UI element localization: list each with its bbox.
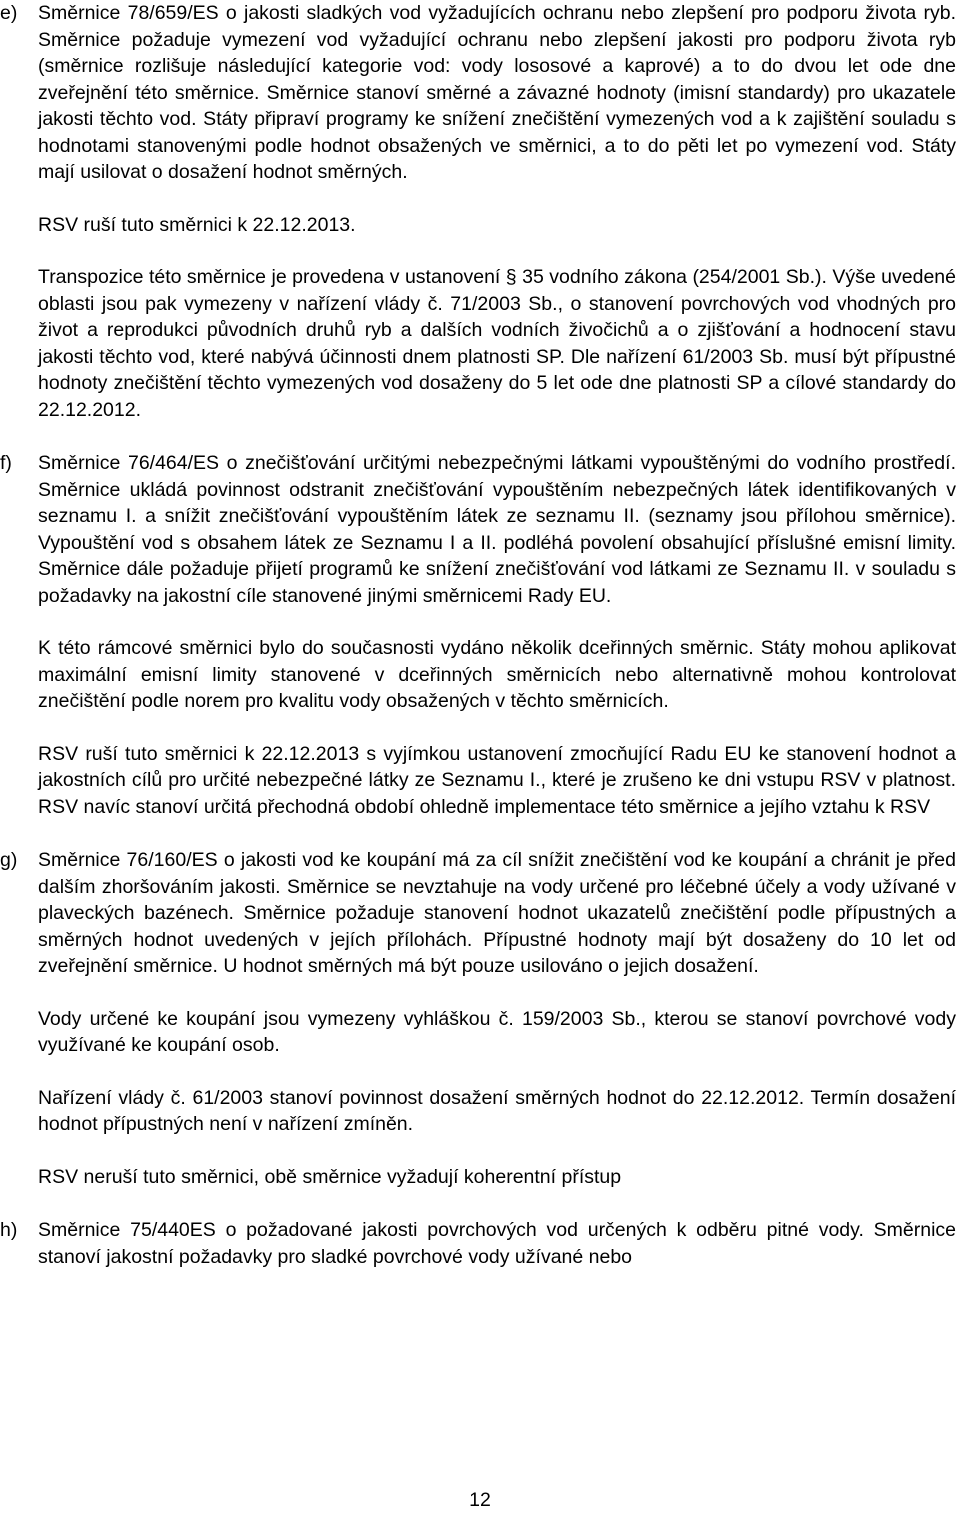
list-marker-h: h) (0, 1219, 18, 1241)
paragraph-f-1: Směrnice 76/464/ES o znečišťování určitými nebezpečnými látkami vypouštěnými do vodního prostředí. Směrnice ukládá povinnost odstranit znečišťování vypouštěním nebezpečných látek identifikovaných v seznamu I. a snížit znečišťování vypouštěním látek ze seznamu II. (seznamy jsou přílohou směrnice). Vypouštění vod s obsahem látek ze Seznamu I a II. podléhá povolení obsahující příslušné emisní limity. Směrnice dále požaduje přijetí programů ke snížení znečišťování vod látkami ze Seznamu II. v souladu s požadavky na jakostní cíle stanovené jinými směrnicemi Rady EU. (38, 452, 956, 607)
paragraph-g-2: Vody určené ke koupání jsou vymezeny vyhláškou č. 159/2003 Sb., kterou se stanoví povrchové vody využívané ke koupání osob. (38, 1007, 956, 1056)
list-item-e (0, 0, 960, 423)
list-marker-g: g) (0, 849, 18, 871)
paragraph-f-2: K této rámcové směrnici bylo do současnosti vydáno několik dceřinných směrnic. Státy mohou aplikovat maximální emisní limity stanovené v dceřinných směrnicích nebo alternativně mohou kontrolovat znečištění podle norem pro kvalitu vody obsažených v těchto směrnicích. (38, 637, 956, 712)
paragraph-h-1: Směrnice 75/440ES o požadované jakosti povrchových vod určených k odběru pitné vody. Směrnice stanoví jakostní požadavky pro sladké povrchové vody užívané nebo (38, 1219, 956, 1268)
paragraph-e-2: RSV ruší tuto směrnici k 22.12.2013. (38, 213, 356, 236)
list-marker-f: f) (0, 452, 12, 474)
list-item-g (0, 847, 960, 1190)
paragraph-e-3: Transpozice této směrnice je provedena v ustanovení § 35 vodního zákona (254/2001 Sb.). Výše uvedené oblasti jsou pak vymezeny v nařízení vlády č. 71/2003 Sb., o stanovení povrchových vod vhodných pro život a reprodukci původních druhů ryb a dalších vodních živočichů a o zjišťování a hodnocení stavu jakosti těchto vod, které nabývá účinnosti dnem platnosti SP. Dle nařízení 61/2003 Sb. musí být přípustné hodnoty znečištění těchto vymezených vod dosaženy do 5 let ode dne platnosti SP a cílové standardy do 22.12.2012. (38, 266, 956, 421)
paragraph-g-3: Nařízení vlády č. 61/2003 stanoví povinnost dosažení směrných hodnot do 22.12.2012. Termín dosažení hodnot přípustných není v nařízení zmíněn. (38, 1086, 956, 1135)
list-item-h (0, 1217, 960, 1270)
paragraph-g-1: Směrnice 76/160/ES o jakosti vod ke koupání má za cíl snížit znečištění vod ke koupání a chránit je před dalším zhoršováním jakosti. Směrnice se nevztahuje na vody určené pro léčebné účely a vody užívané v plaveckých bazénech. Směrnice požaduje stanovení hodnot ukazatelů znečištění podle přípustných a směrných hodnot uvedených v jejích přílohách. Přípustné hodnoty mají být dosaženy do 10 let od zveřejnění směrnice. U hodnot směrných má být pouze usilováno o jejich dosažení. (38, 849, 956, 977)
list-marker-e: e) (0, 2, 18, 24)
paragraph-e-1: Směrnice 78/659/ES o jakosti sladkých vod vyžadujících ochranu nebo zlepšení pro podporu života ryb. Směrnice požaduje vymezení vod vyžadující ochranu nebo zlepšení jakosti pro podporu života ryb (směrnice rozlišuje následující kategorie vod: vody lososové a kaprové) a to do dvou let ode dne zveřejnění této směrnice. Směrnice stanoví směrné a závazné hodnoty (imisní standardy) pro ukazatele jakosti těchto vod. Státy připraví programy ke snížení znečištění vymezených vod a k zajištění souladu s hodnotami stanovenými podle hodnot obsažených ve směrnici, a to do pěti let po vymezení vod. Státy mají usilovat o dosažení hodnot směrných. (38, 2, 956, 183)
list-item-f (0, 450, 960, 820)
page-number: 12 (469, 1489, 491, 1511)
paragraph-f-3: RSV ruší tuto směrnici k 22.12.2013 s vyjímkou ustanovení zmocňující Radu EU ke stanovení hodnot a jakostních cílů pro určité nebezpečné látky ze Seznamu I., které je zrušeno ke dni vstupu RSV v platnost. RSV navíc stanoví určitá přechodná období ohledně implementace této směrnice a jejího vztahu k RSV (38, 742, 956, 818)
paragraph-g-4: RSV neruší tuto směrnici, obě směrnice vyžadují koherentní přístup (38, 1165, 622, 1188)
